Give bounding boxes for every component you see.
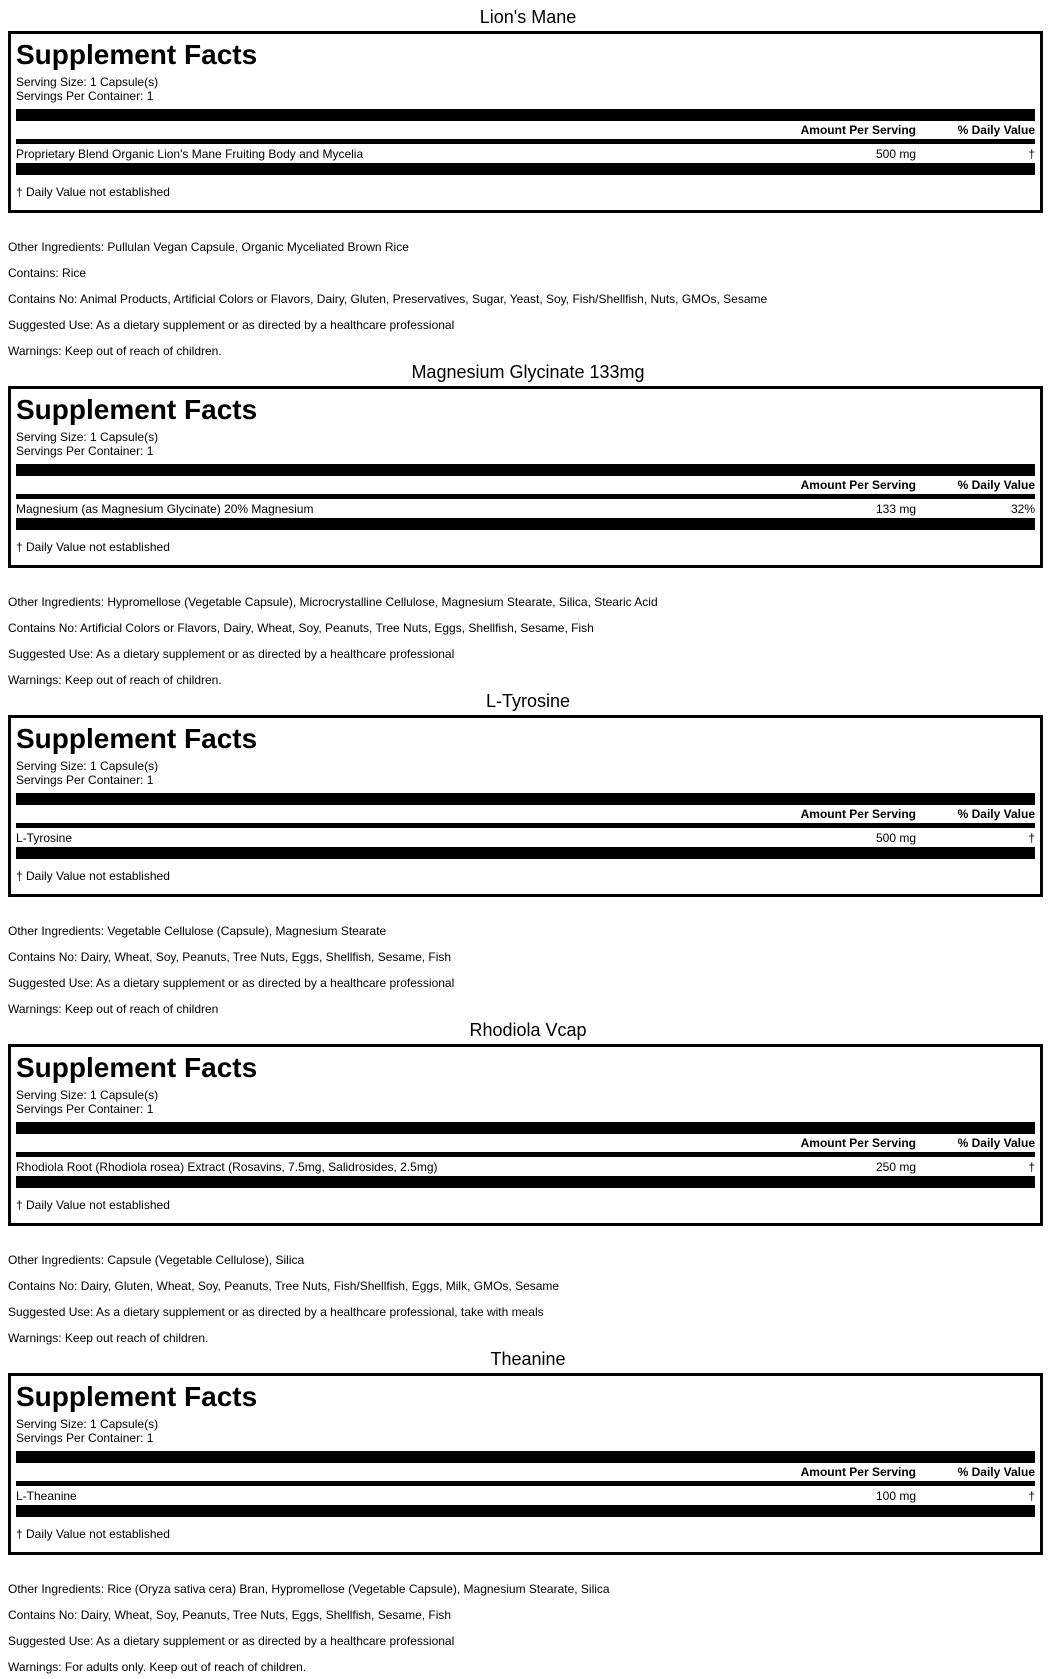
serving-size: Serving Size: 1 Capsule(s): [16, 759, 159, 773]
servings-per-container: Servings Per Container: 1: [16, 1431, 154, 1445]
product-title: Lion's Mane: [479, 7, 577, 27]
ingredient-daily-value: †: [1028, 1160, 1035, 1174]
product-title: Theanine: [490, 1349, 566, 1369]
facts-title: Supplement Facts: [16, 1381, 258, 1412]
ingredient-amount: 250 mg: [875, 1160, 916, 1174]
product-info-line: Warnings: Keep out of reach of children: [8, 1002, 219, 1016]
ingredient-amount: 133 mg: [875, 502, 916, 516]
product-info-line: Warnings: Keep out reach of children.: [8, 1331, 209, 1345]
ingredient-name: Rhodiola Root (Rhodiola rosea) Extract (Rosavins, 7.5mg, Salidrosides, 2.5mg): [16, 1160, 438, 1174]
serving-size: Serving Size: 1 Capsule(s): [16, 1088, 159, 1102]
amount-per-serving-header: Amount Per Serving: [800, 478, 916, 492]
amount-per-serving-header: Amount Per Serving: [800, 123, 916, 137]
ingredient-daily-value: †: [1028, 831, 1035, 845]
supplement-facts-panel: [8, 1373, 1043, 1555]
ingredient-amount: 500 mg: [875, 147, 916, 161]
thick-divider: [16, 109, 1035, 121]
product-info-line: Other Ingredients: Capsule (Vegetable Cellulose), Silica: [8, 1253, 305, 1267]
supplement-facts-panel: [8, 715, 1043, 897]
amount-per-serving-header: Amount Per Serving: [800, 1465, 916, 1479]
facts-title: Supplement Facts: [16, 723, 258, 754]
ingredient-name: Proprietary Blend Organic Lion's Mane Fruiting Body and Mycelia: [16, 147, 364, 161]
product-info-line: Contains No: Dairy, Gluten, Wheat, Soy, Peanuts, Tree Nuts, Fish/Shellfish, Eggs, Milk, GMOs, Sesame: [8, 1279, 560, 1293]
thick-divider: [16, 847, 1035, 859]
product-info-line: Contains No: Dairy, Wheat, Soy, Peanuts, Tree Nuts, Eggs, Shellfish, Sesame, Fish: [8, 950, 452, 964]
product-info-line: Warnings: Keep out of reach of children.: [8, 673, 222, 687]
thick-divider: [16, 518, 1035, 530]
product-info-line: Suggested Use: As a dietary supplement or as directed by a healthcare professional: [8, 647, 455, 661]
product-info-line: Contains No: Dairy, Wheat, Soy, Peanuts, Tree Nuts, Eggs, Shellfish, Sesame, Fish: [8, 1608, 452, 1622]
ingredient-daily-value: †: [1028, 1489, 1035, 1503]
thick-divider: [16, 464, 1035, 476]
serving-size: Serving Size: 1 Capsule(s): [16, 430, 159, 444]
amount-per-serving-header: Amount Per Serving: [800, 1136, 916, 1150]
footnote: † Daily Value not established: [16, 1198, 170, 1212]
facts-title: Supplement Facts: [16, 39, 258, 70]
daily-value-header: % Daily Value: [957, 478, 1035, 492]
product-info-line: Other Ingredients: Hypromellose (Vegetable Capsule), Microcrystalline Cellulose, Magnesium Stearate, Silica, Stearic Acid: [8, 595, 658, 609]
servings-per-container: Servings Per Container: 1: [16, 89, 154, 103]
ingredient-row: [16, 501, 1035, 517]
product-title: Rhodiola Vcap: [469, 1020, 587, 1040]
product-info-line: Contains No: Artificial Colors or Flavors, Dairy, Wheat, Soy, Peanuts, Tree Nuts, Eggs, Shellfish, Sesame, Fish: [8, 621, 594, 635]
ingredient-name: L-Theanine: [16, 1489, 77, 1503]
product-info-line: Suggested Use: As a dietary supplement or as directed by a healthcare professional: [8, 318, 455, 332]
ingredient-daily-value: 32%: [1010, 502, 1035, 516]
servings-per-container: Servings Per Container: 1: [16, 773, 154, 787]
ingredient-daily-value: †: [1028, 147, 1035, 161]
ingredient-row: [16, 1488, 1035, 1504]
supplement-facts-panel: [8, 31, 1043, 213]
ingredient-row: [16, 1159, 1035, 1175]
footnote: † Daily Value not established: [16, 540, 170, 554]
daily-value-header: % Daily Value: [957, 1136, 1035, 1150]
servings-per-container: Servings Per Container: 1: [16, 444, 154, 458]
thick-divider: [16, 1451, 1035, 1463]
product-title: Magnesium Glycinate 133mg: [411, 362, 645, 382]
footnote: † Daily Value not established: [16, 185, 170, 199]
thin-divider: [16, 1152, 1035, 1157]
product-info-line: Other Ingredients: Vegetable Cellulose (Capsule), Magnesium Stearate: [8, 924, 387, 938]
product-info-line: Suggested Use: As a dietary supplement or as directed by a healthcare professional, take with meals: [8, 1305, 544, 1319]
product-info-line: Other Ingredients: Pullulan Vegan Capsule, Organic Myceliated Brown Rice: [8, 240, 409, 254]
amount-per-serving-header: Amount Per Serving: [800, 807, 916, 821]
supplement-facts-panel: [8, 1044, 1043, 1226]
footnote: † Daily Value not established: [16, 1527, 170, 1541]
facts-title: Supplement Facts: [16, 394, 258, 425]
facts-title: Supplement Facts: [16, 1052, 258, 1083]
ingredient-name: Magnesium (as Magnesium Glycinate) 20% Magnesium: [16, 502, 314, 516]
product-info-line: Contains No: Animal Products, Artificial Colors or Flavors, Dairy, Gluten, Preservatives, Sugar, Yeast, Soy, Fish/Shellfish, Nuts, GMOs, Sesame: [8, 292, 768, 306]
supplement-facts-panel: [8, 386, 1043, 568]
thick-divider: [16, 163, 1035, 175]
product-info-line: Warnings: For adults only. Keep out of reach of children.: [8, 1660, 307, 1674]
product-info-line: Other Ingredients: Rice (Oryza sativa cera) Bran, Hypromellose (Vegetable Capsule), Magnesium Stearate, Silica: [8, 1582, 610, 1596]
thin-divider: [16, 1481, 1035, 1486]
thick-divider: [16, 1122, 1035, 1134]
product-title: L-Tyrosine: [485, 691, 571, 711]
ingredient-row: [16, 146, 1035, 162]
thin-divider: [16, 494, 1035, 499]
daily-value-header: % Daily Value: [957, 807, 1035, 821]
daily-value-header: % Daily Value: [957, 1465, 1035, 1479]
thick-divider: [16, 1176, 1035, 1188]
thin-divider: [16, 823, 1035, 828]
thick-divider: [16, 793, 1035, 805]
product-info-line: Contains: Rice: [8, 266, 87, 280]
thick-divider: [16, 1505, 1035, 1517]
ingredient-name: L-Tyrosine: [16, 831, 73, 845]
ingredient-amount: 100 mg: [875, 1489, 916, 1503]
thin-divider: [16, 139, 1035, 144]
serving-size: Serving Size: 1 Capsule(s): [16, 1417, 159, 1431]
product-info-line: Suggested Use: As a dietary supplement or as directed by a healthcare professional: [8, 976, 455, 990]
servings-per-container: Servings Per Container: 1: [16, 1102, 154, 1116]
daily-value-header: % Daily Value: [957, 123, 1035, 137]
footnote: † Daily Value not established: [16, 869, 170, 883]
ingredient-row: [16, 830, 1035, 846]
ingredient-amount: 500 mg: [875, 831, 916, 845]
product-info-line: Warnings: Keep out of reach of children.: [8, 344, 222, 358]
product-info-line: Suggested Use: As a dietary supplement or as directed by a healthcare professional: [8, 1634, 455, 1648]
serving-size: Serving Size: 1 Capsule(s): [16, 75, 159, 89]
